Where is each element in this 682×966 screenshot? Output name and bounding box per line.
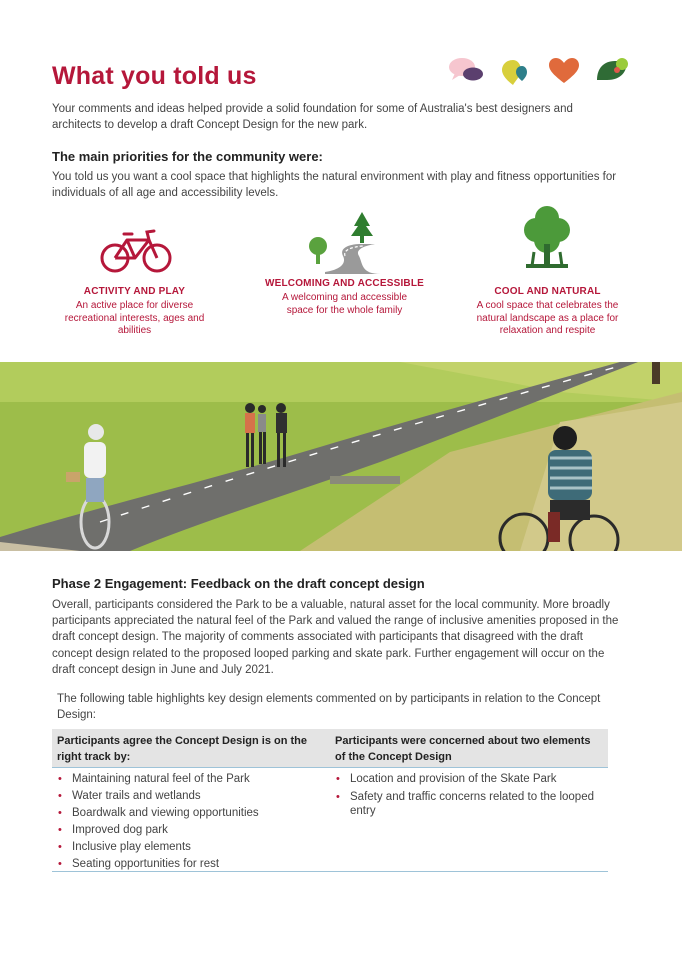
header-agree: Participants agree the Concept Design is on the right track by:	[57, 735, 307, 763]
list-item: • Seating opportunities for rest	[58, 858, 220, 870]
agree-list	[52, 771, 330, 871]
priority-activity	[47, 218, 222, 338]
feedback-table	[52, 729, 608, 872]
priorities-paragraph: You told us you want a cool space that highlights the natural environment with play and fitness opportunities for individuals of all age and accessibility levels.	[52, 171, 617, 199]
speech-bubbles-icon	[449, 58, 483, 81]
phase2-heading: Phase 2 Engagement: Feedback on the draft concept design	[52, 576, 425, 591]
table-body	[52, 768, 608, 872]
list-item: • Improved dog park	[58, 824, 168, 836]
phase2-paragraph: Overall, participants considered the Park to be a valuable, natural asset for the local community. More broadly participants appreciated the natural feel of the Park and valued the range of inclusive amenities proposed in the draft concept design. The majority of comments associated with participants that disagreed with the draft concept design related to the proposed looped parking and skate park. Further engagement will occur on the draft concept design in June and July 2021.	[52, 599, 619, 676]
park-photo	[0, 362, 682, 551]
list-item: • Safety and traffic concerns related to the looped entry	[336, 791, 594, 817]
concerns-list	[330, 771, 608, 871]
list-item: • Boardwalk and viewing opportunities	[58, 807, 259, 819]
priority-welcoming	[257, 210, 432, 317]
header-concerns: Participants were concerned about two elements of the Concept Design	[335, 735, 591, 763]
priority-desc: An active place for diverse recreational interests, ages and abilities	[64, 300, 205, 336]
bicycle-icon	[97, 222, 177, 278]
intro-paragraph: Your comments and ideas helped provide a solid foundation for some of Australia's best designers and architects to develop a draft Concept Design for the new park.	[52, 103, 573, 131]
list-item: • Inclusive play elements	[58, 841, 191, 853]
priority-desc: A cool space that celebrates the natural landscape as a place for relaxation and respite	[476, 300, 619, 336]
table-header	[52, 729, 608, 768]
priority-cool	[460, 204, 635, 338]
priority-title: WELCOMING AND ACCESSIBLE	[264, 278, 425, 289]
header-icons	[447, 56, 632, 86]
list-item: • Location and provision of the Skate Park	[336, 773, 557, 785]
priority-title: COOL AND NATURAL	[494, 286, 601, 297]
location-pins-icon	[502, 60, 527, 85]
leaf-icon	[597, 58, 628, 80]
heart-icon	[549, 58, 579, 83]
list-item: • Water trails and wetlands	[58, 790, 201, 802]
priority-desc: A welcoming and accessible space for the whole family	[281, 292, 408, 316]
path-trees-icon	[305, 212, 385, 276]
tree-icon	[522, 204, 572, 270]
priority-title: ACTIVITY AND PLAY	[83, 286, 186, 297]
list-item: • Maintaining natural feel of the Park	[58, 773, 250, 785]
priorities-heading: The main priorities for the community were:	[52, 149, 323, 164]
page-title: What you told us	[52, 62, 257, 90]
table-intro: The following table highlights key design elements commented on by participants in relation to the Concept Design:	[57, 693, 601, 721]
